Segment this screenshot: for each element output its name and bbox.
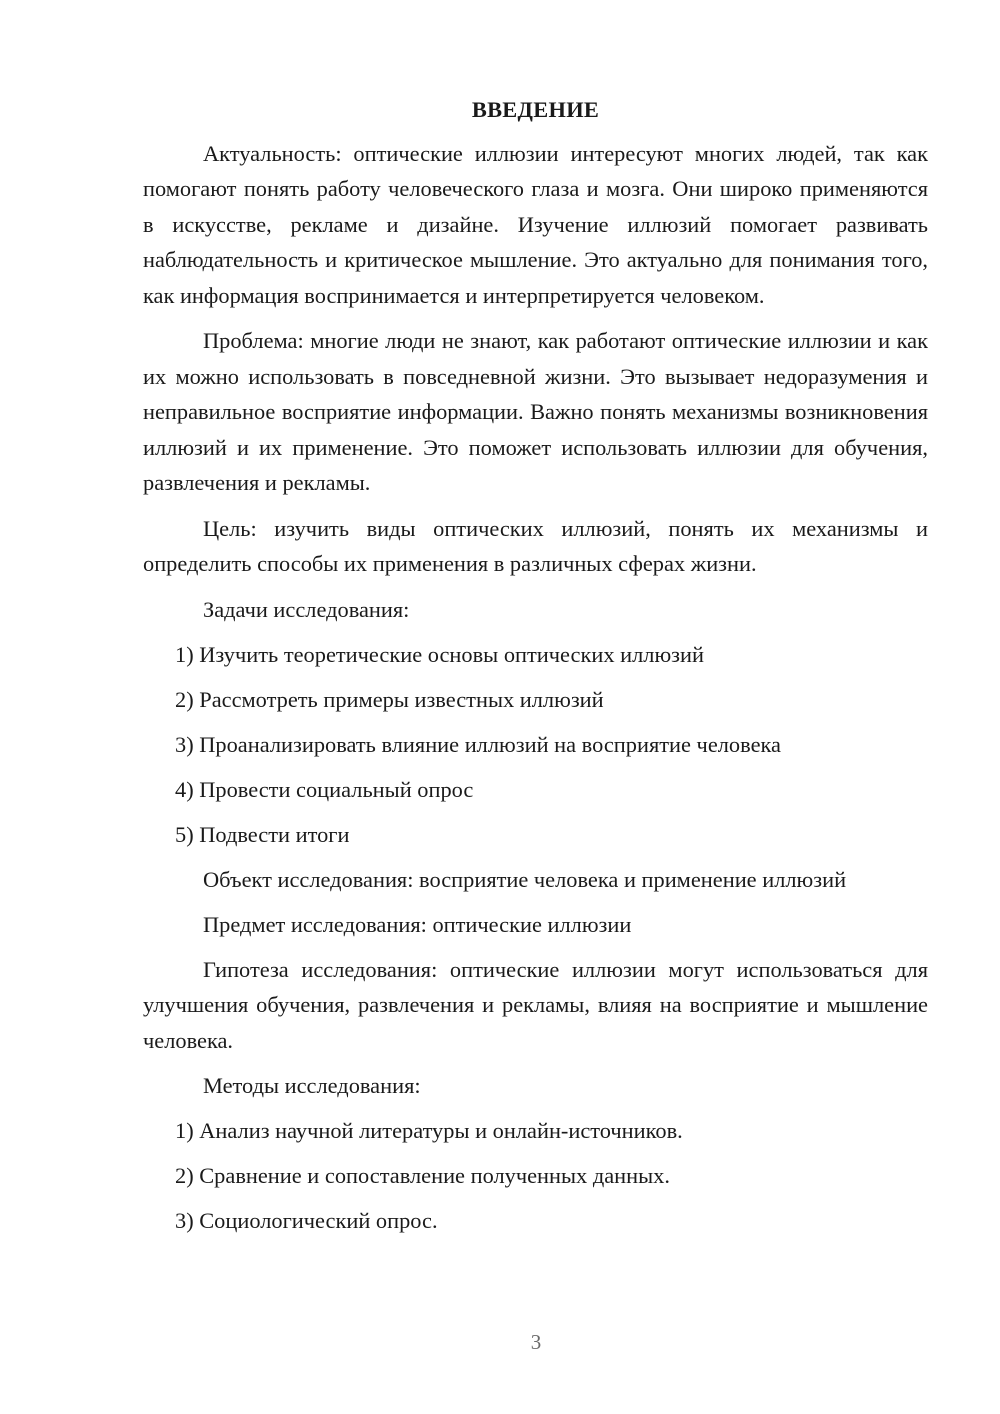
- tasks-heading: Задачи исследования:: [203, 596, 410, 622]
- task-item: 2) Рассмотреть примеры известных иллюзий: [175, 686, 604, 712]
- problem-paragraph: Проблема: многие люди не знают, как работают оптические иллюзии и как их можно использовать в повседневной жизни. Это вызывает недоразумения и неправильное восприятие информации. Важно понять механизмы возникновения иллюзий и их применение. Это поможет использовать иллюзии для обучения, развлечения и рекламы.: [143, 328, 928, 495]
- document-page: [143, 92, 928, 1248]
- method-item: 2) Сравнение и сопоставление полученных данных.: [175, 1163, 670, 1188]
- goal-paragraph: Цель: изучить виды оптических иллюзий, понять их механизмы и определить способы их применения в различных сферах жизни.: [143, 515, 928, 576]
- task-item: 4) Провести социальный опрос: [175, 776, 474, 802]
- method-item: 1) Анализ научной литературы и онлайн-источников.: [175, 1118, 683, 1143]
- research-subject: Предмет исследования: оптические иллюзии: [203, 911, 632, 937]
- methods-list: [143, 1113, 928, 1239]
- methods-heading: Методы исследования:: [203, 1073, 421, 1098]
- section-title: ВВЕДЕНИЕ: [471, 97, 600, 122]
- hypothesis-paragraph: Гипотеза исследования: оптические иллюзии могут использоваться для улучшения обучения, развлечения и рекламы, влияя на восприятие и мышление человека.: [143, 956, 928, 1053]
- task-item: 1) Изучить теоретические основы оптических иллюзий: [175, 641, 704, 667]
- task-item: 3) Проанализировать влияние иллюзий на восприятие человека: [175, 731, 781, 757]
- task-item: 5) Подвести итоги: [175, 821, 350, 847]
- page-number: 3: [530, 1330, 542, 1354]
- method-item: 3) Социологический опрос.: [175, 1208, 438, 1233]
- tasks-list: [143, 637, 928, 853]
- relevance-paragraph: Актуальность: оптические иллюзии интересуют многих людей, так как помогают понять работу человеческого глаза и мозга. Они широко применяются в искусстве, рекламе и дизайне. Изучение иллюзий помогает развивать наблюдательность и критическое мышление. Это актуально для понимания того, как информация воспринимается и интерпретируется человеком.: [143, 140, 928, 308]
- research-object: Объект исследования: восприятие человека и применение иллюзий: [203, 866, 847, 892]
